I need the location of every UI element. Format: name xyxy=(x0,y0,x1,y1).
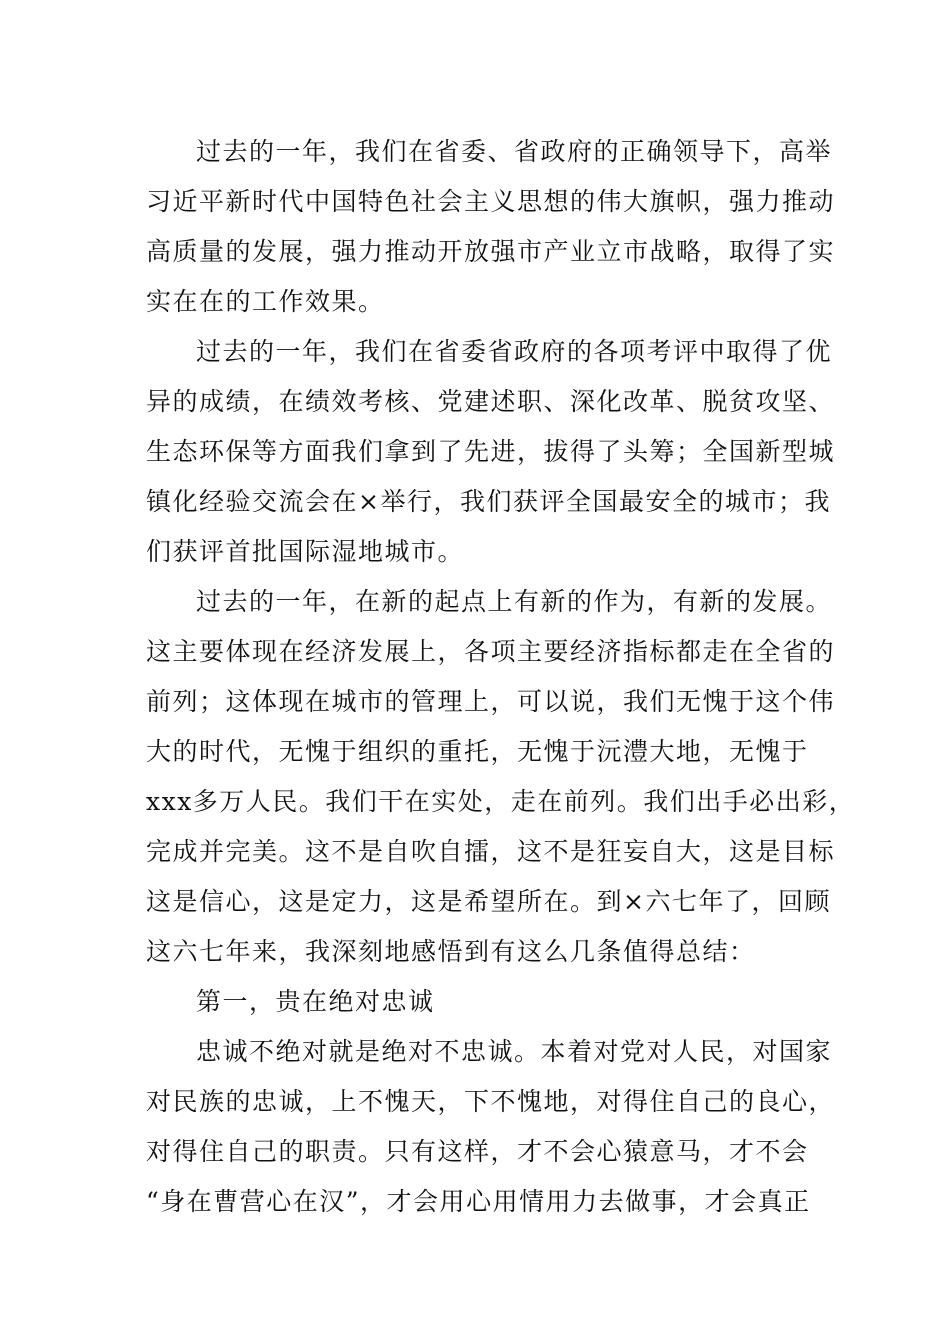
text-line: 习近平新时代中国特色社会主义思想的伟大旗帜，强力推动 xyxy=(146,187,836,216)
text-line: xxx多万人民。我们干在实处，走在前列。我们出手必出彩， xyxy=(146,787,856,816)
text-line: 大的时代，无愧于组织的重托，无愧于沅澧大地，无愧于 xyxy=(146,737,809,766)
text-line: “身在曹营心在汉”，才会用心用情用力去做事，才会真正 xyxy=(146,1187,811,1216)
text-line: 对民族的忠诚，上不愧天，下不愧地，对得住自己的良心， xyxy=(146,1087,836,1116)
text-line: 异的成绩，在绩效考核、党建述职、深化改革、脱贫攻坚、 xyxy=(146,387,836,416)
text-line: 忠诚不绝对就是绝对不忠诚。本着对党对人民，对国家 xyxy=(196,1037,833,1066)
section-heading: 第一，贵在绝对忠诚 xyxy=(196,987,435,1016)
text-line: 生态环保等方面我们拿到了先进，拔得了头筹；全国新型城 xyxy=(146,437,836,466)
text-line: 镇化经验交流会在×举行，我们获评全国最安全的城市；我 xyxy=(146,487,831,516)
text-line: 对得住自己的职责。只有这样，才不会心猿意马，才不会 xyxy=(146,1137,809,1166)
text-line: 实在在的工作效果。 xyxy=(146,287,385,316)
text-line: 们获评首批国际湿地城市。 xyxy=(146,537,465,566)
text-line: 这六七年来，我深刻地感悟到有这么几条值得总结： xyxy=(146,937,756,966)
text-line: 这主要体现在经济发展上，各项主要经济指标都走在全省的 xyxy=(146,637,836,666)
text-line: 完成并完美。这不是自吹自擂，这不是狂妄自大，这是目标 xyxy=(146,837,836,866)
text-line: 过去的一年，我们在省委省政府的各项考评中取得了优 xyxy=(196,337,833,366)
text-line: 高质量的发展，强力推动开放强市产业立市战略，取得了实 xyxy=(146,237,836,266)
text-line: 前列；这体现在城市的管理上，可以说，我们无愧于这个伟 xyxy=(146,687,836,716)
text-line: 过去的一年，我们在省委、省政府的正确领导下，高举 xyxy=(196,137,833,166)
text-line: 过去的一年，在新的起点上有新的作为，有新的发展。 xyxy=(196,587,833,616)
text-line: 这是信心，这是定力，这是希望所在。到×六七年了，回顾 xyxy=(146,887,831,916)
